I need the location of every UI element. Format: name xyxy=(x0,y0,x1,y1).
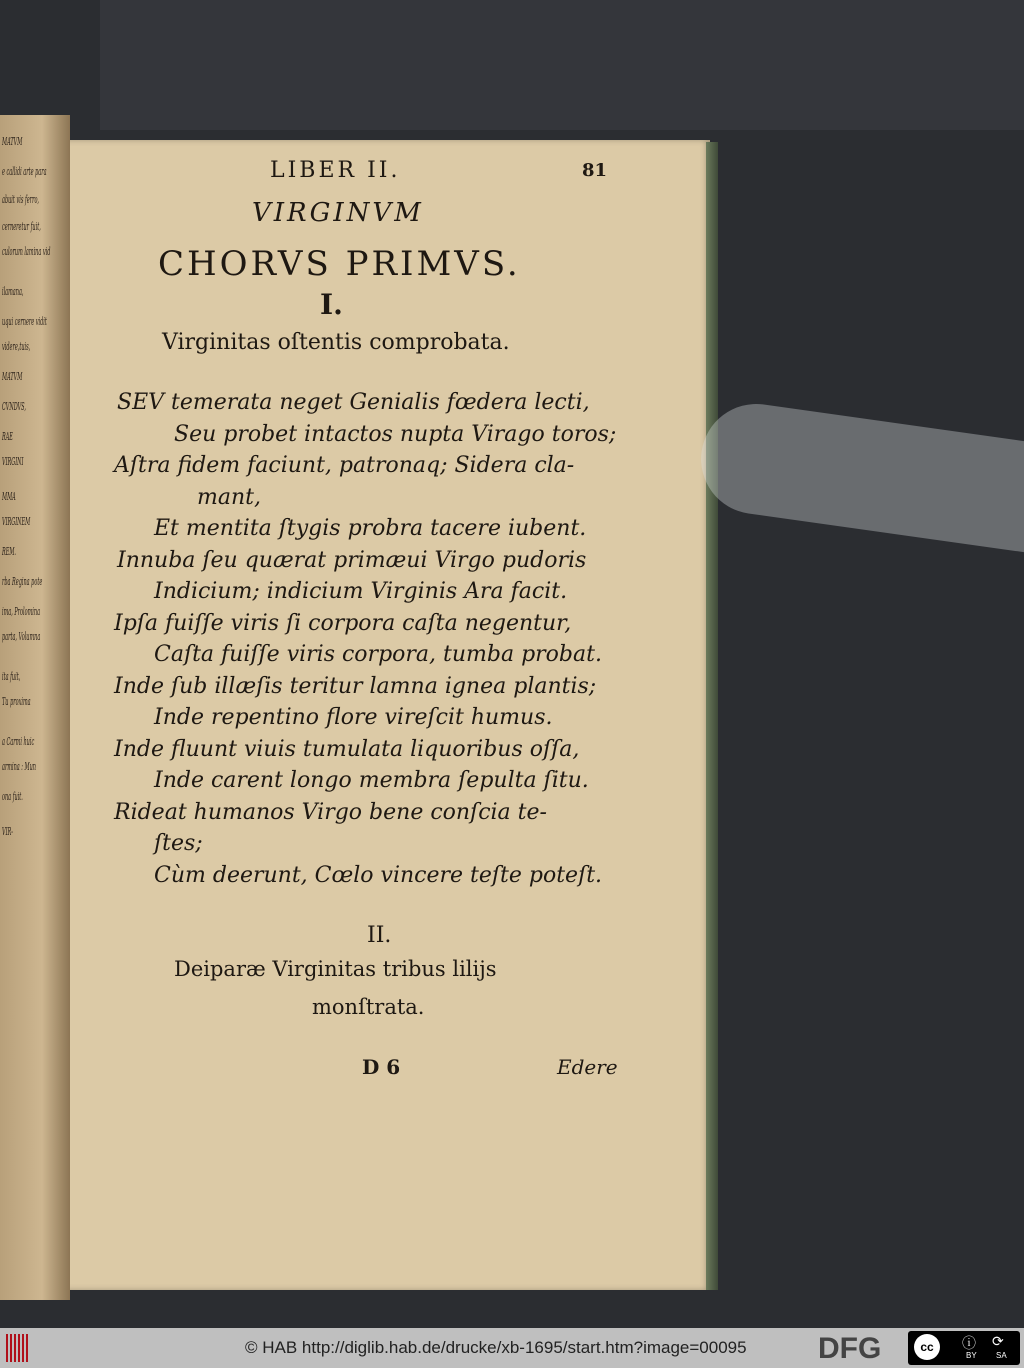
book-page xyxy=(62,140,710,1290)
margin-fragment: videre,tuis, xyxy=(2,340,31,353)
margin-fragment: rba Regina pote xyxy=(2,575,43,588)
verse-line: Innuba ſeu quærat primæui Virgo pudoris xyxy=(117,547,587,573)
verse-line: Caſta fuiſſe viris corpora, tumba probat. xyxy=(154,642,602,667)
verse-line: Et mentita ſtygis probra tacere iubent. xyxy=(154,516,587,541)
credit-link[interactable]: © HAB http://diglib.hab.de/drucke/xb-1695/start.htm?image=00095 xyxy=(245,1338,747,1357)
dfg-logo: DFG xyxy=(818,1332,882,1365)
margin-fragment: armina : Mun xyxy=(2,760,36,773)
margin-fragment: uqui cernere vidit xyxy=(2,315,47,328)
verse-line: Cùm deerunt, Cœlo vincere teſte poteſt. xyxy=(154,862,603,888)
verse-line: mant, xyxy=(197,484,261,510)
page-number: 81 xyxy=(582,160,608,181)
margin-fragment: parta, Volumna xyxy=(2,630,41,643)
heading-line1: VIRGINVM xyxy=(252,198,424,228)
left-page-fragment xyxy=(0,115,70,1300)
cc-license-badge[interactable] xyxy=(908,1331,1020,1365)
verse-line: Indicium; indicium Virginis Ara facit. xyxy=(154,579,568,604)
margin-fragment: MMA xyxy=(2,490,16,503)
margin-fragment: ima, Prolomina xyxy=(2,605,41,618)
page-edge xyxy=(706,142,718,1290)
section-number: I. xyxy=(320,288,343,321)
section2-number: II. xyxy=(367,923,392,948)
margin-fragment: MATVM xyxy=(2,135,23,148)
verse-line: Inde fluunt viuis tumulata liquoribus oſſa, xyxy=(114,736,580,762)
sa-icon: ⟳ xyxy=(992,1333,1004,1349)
verse-line: Ipſa fuiſſe viris ſi corpora caſta negentur, xyxy=(114,610,572,636)
subtitle: Virginitas oſtentis comprobata. xyxy=(162,330,510,355)
margin-fragment: VIRGINEM xyxy=(2,515,31,528)
margin-fragment: ita fuit, xyxy=(2,670,21,683)
heading-line2: CHORVS PRIMVS. xyxy=(158,244,521,284)
verse-line: Inde repentino flore vireſcit humus. xyxy=(154,705,553,730)
by-label: BY xyxy=(966,1351,977,1360)
verse-line: Seu probet intactos nupta Virago toros; xyxy=(174,421,617,447)
margin-fragment: VIRGINI xyxy=(2,455,24,468)
section2-title: Deiparæ Virginitas tribus lilijs xyxy=(174,957,497,981)
verse-line: Rideat humanos Virgo bene conſcia te- xyxy=(114,799,547,825)
verse-line: Aſtra fidem faciunt, patronaq; Sidera cla- xyxy=(114,453,575,478)
margin-fragment: RAE xyxy=(2,430,13,443)
margin-fragment: Tu proxima xyxy=(2,695,31,708)
margin-fragment: abuit vis ferro, xyxy=(2,193,39,206)
footer-bar xyxy=(0,1328,1024,1368)
hab-logo-icon xyxy=(6,1334,28,1362)
margin-fragment: CVNDVS, xyxy=(2,400,26,413)
background xyxy=(100,0,1024,130)
margin-fragment: culorum lamina vid xyxy=(2,245,51,258)
by-icon: ⓘ xyxy=(962,1335,976,1351)
running-title: LIBER II. xyxy=(270,158,401,183)
margin-fragment: e callidi arte para xyxy=(2,165,47,178)
catchword: Edere xyxy=(557,1055,618,1079)
verse-line: Inde ſub illæſis teritur lamna ignea plantis; xyxy=(114,673,597,699)
verse-line: SEV temerata neget Genialis fœdera lecti, xyxy=(117,390,590,415)
glass-page-holder xyxy=(694,397,1024,553)
signature-mark: D 6 xyxy=(362,1055,401,1079)
margin-fragment: cerneretur fuit, xyxy=(2,220,41,233)
margin-fragment: a Carmi huic xyxy=(2,735,35,748)
cc-icon: cc xyxy=(914,1334,940,1360)
margin-fragment: ona fuit. xyxy=(2,790,23,803)
margin-fragment: ilamana, xyxy=(2,285,24,298)
margin-fragment: REM. xyxy=(2,545,16,558)
verse-line: Inde carent longo membra ſepulta ſitu. xyxy=(154,768,589,793)
verse-line: ſtes; xyxy=(154,831,203,856)
margin-fragment: MATVM xyxy=(2,370,23,383)
margin-fragment: VIR- xyxy=(2,825,13,838)
section2-title-cont: monſtrata. xyxy=(312,995,425,1019)
sa-label: SA xyxy=(996,1351,1007,1360)
